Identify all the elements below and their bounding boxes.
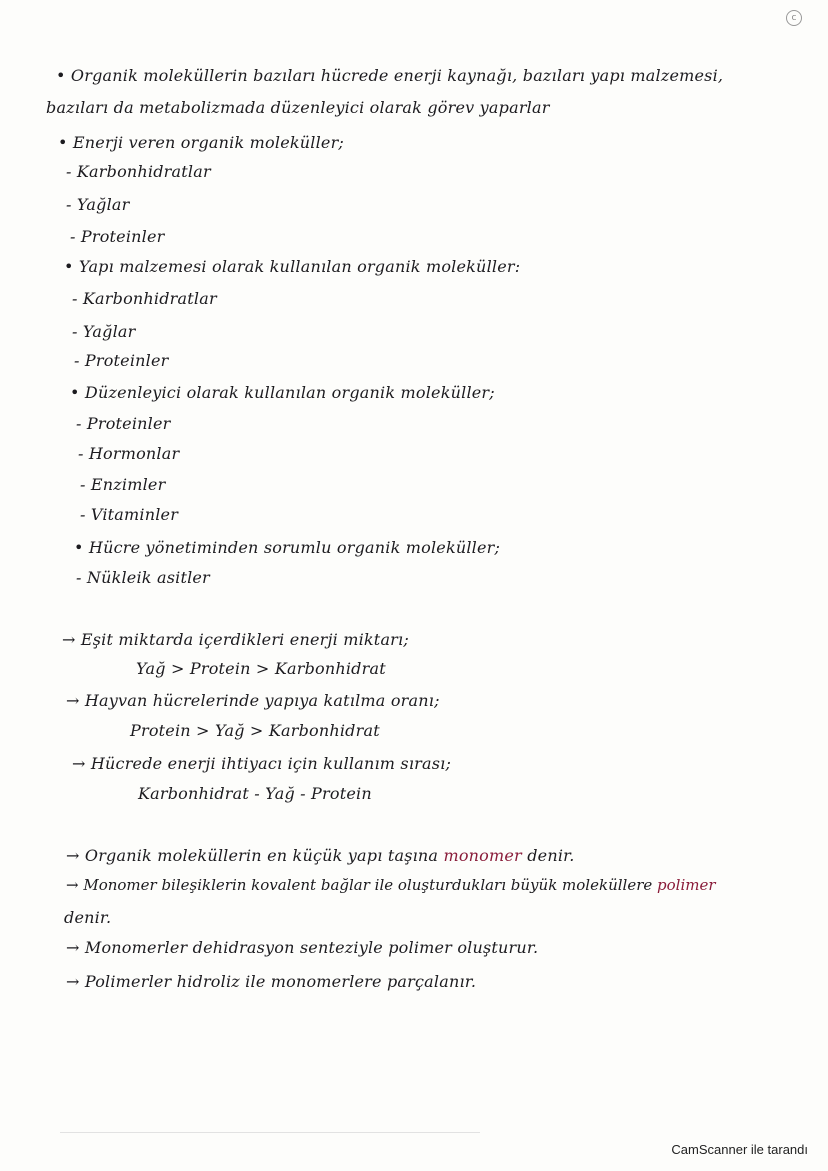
- control-item-1: - Nükleik asitler: [76, 568, 210, 587]
- regulator-item-3: - Enzimler: [80, 475, 166, 494]
- structure-item-1: - Karbonhidratlar: [72, 289, 217, 308]
- structure-heading: • Yapı malzemesi olarak kullanılan organik moleküller:: [64, 257, 521, 276]
- energy-item-2: - Yağlar: [66, 195, 130, 214]
- structure-item-2: - Yağlar: [72, 322, 136, 341]
- monomer-definition: [66, 846, 575, 866]
- polymer-term: polimer: [657, 876, 716, 894]
- scan-smudge: [60, 1132, 480, 1133]
- intro-line-1: • Organik moleküllerin bazıları hücrede enerji kaynağı, bazıları yapı malzemesi,: [56, 66, 724, 85]
- monomer-post: denir.: [527, 846, 575, 865]
- polymer-pre: → Monomer bileşiklerin kovalent bağlar ile oluşturdukları büyük moleküllere: [66, 876, 653, 894]
- energy-item-1: - Karbonhidratlar: [66, 162, 211, 181]
- animal-cell-heading: → Hayvan hücrelerinde yapıya katılma oranı;: [66, 691, 440, 710]
- monomer-pre: → Organik moleküllerin en küçük yapı taşına: [66, 846, 439, 865]
- dehydration-line: → Monomerler dehidrasyon senteziyle polimer oluşturur.: [66, 938, 539, 957]
- regulator-item-1: - Proteinler: [76, 414, 171, 433]
- monomer-term: monomer: [443, 846, 522, 865]
- regulator-item-2: - Hormonlar: [78, 444, 180, 463]
- corner-mark-icon: c: [786, 10, 802, 26]
- polymer-definition: [66, 875, 716, 895]
- scanner-watermark: CamScanner ile tarandı: [671, 1142, 808, 1157]
- polymer-post: denir.: [64, 908, 112, 927]
- regulator-heading: • Düzenleyici olarak kullanılan organik moleküller;: [70, 383, 495, 402]
- regulator-item-4: - Vitaminler: [80, 505, 179, 524]
- energy-item-3: - Proteinler: [70, 227, 165, 246]
- energy-heading: • Enerji veren organik moleküller;: [58, 133, 345, 152]
- energy-amount-order: Yağ > Protein > Karbonhidrat: [136, 659, 386, 678]
- energy-amount-heading: → Eşit miktarda içerdikleri enerji miktarı;: [62, 630, 409, 649]
- usage-order: Karbonhidrat - Yağ - Protein: [138, 784, 372, 803]
- intro-line-2: bazıları da metabolizmada düzenleyici olarak görev yaparlar: [46, 98, 550, 117]
- hydrolysis-line: → Polimerler hidroliz ile monomerlere parçalanır.: [66, 972, 477, 991]
- animal-cell-order: Protein > Yağ > Karbonhidrat: [130, 721, 380, 740]
- structure-item-3: - Proteinler: [74, 351, 169, 370]
- control-heading: • Hücre yönetiminden sorumlu organik moleküller;: [74, 538, 501, 557]
- usage-heading: → Hücrede enerji ihtiyacı için kullanım sırası;: [72, 754, 452, 773]
